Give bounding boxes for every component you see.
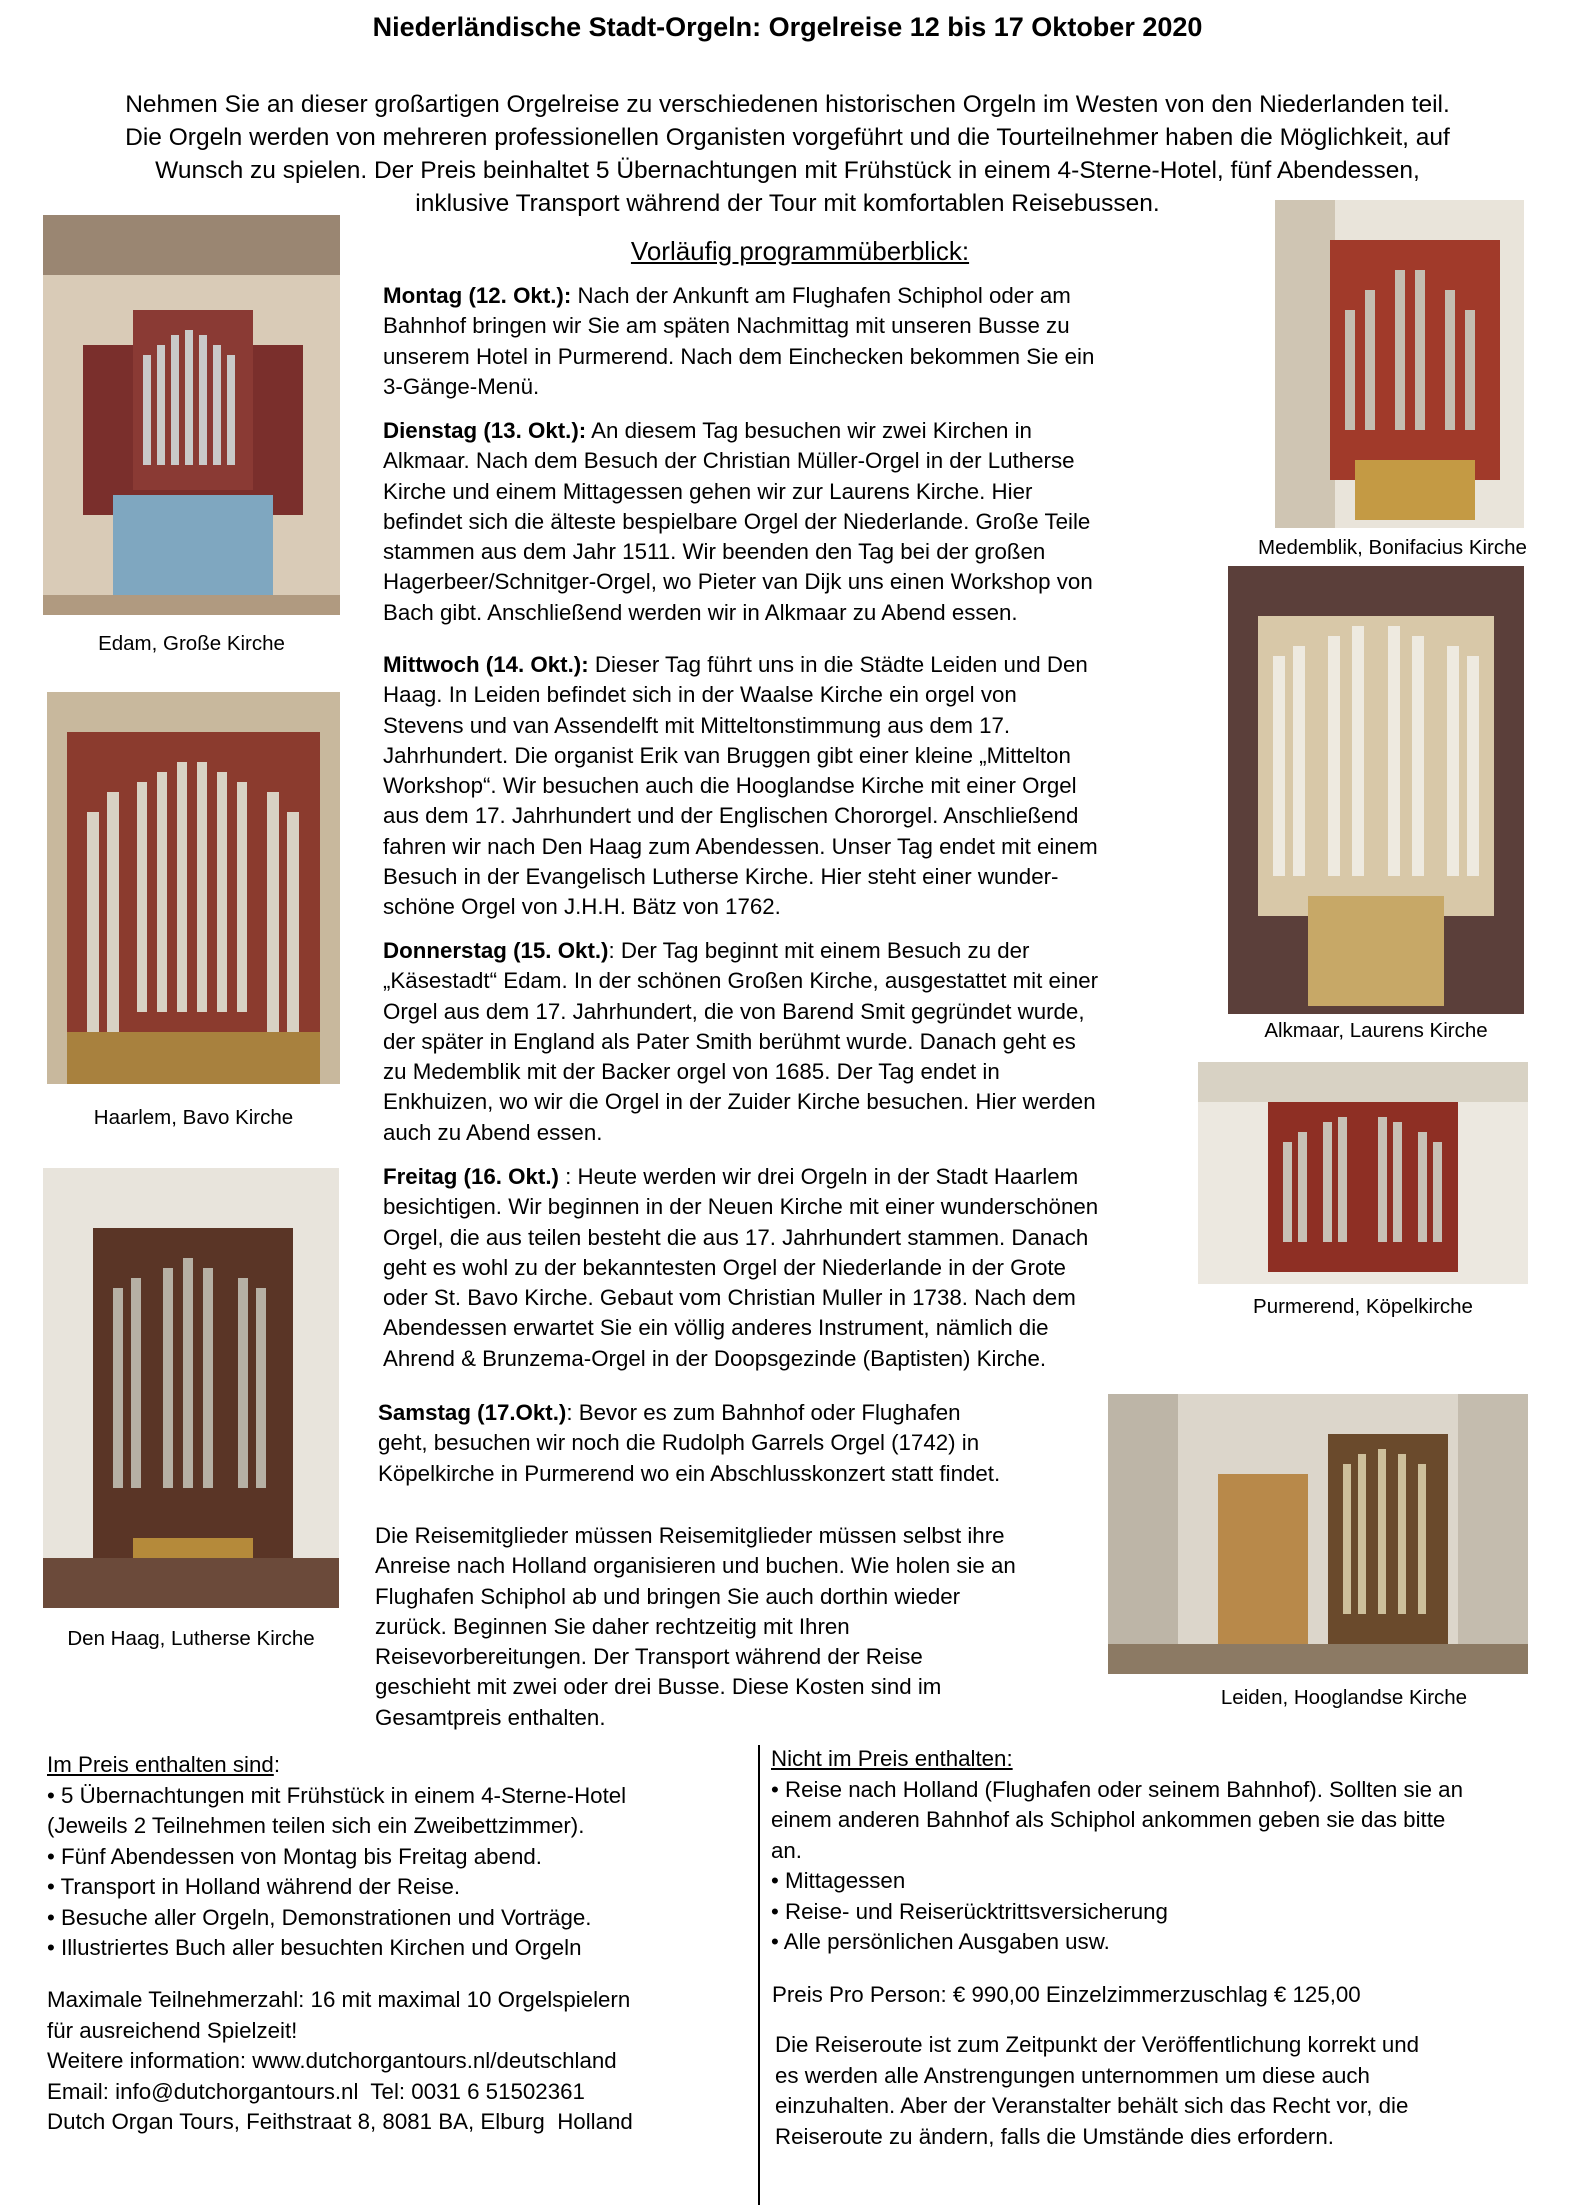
included-item: • Fünf Abendessen von Montag bis Freitag abend.: [47, 1843, 542, 1869]
intro-line: Die Orgeln werden von mehreren professionellen Organisten vorgeführt und die Tourteilnehmer haben die Möglichkeit, auf: [125, 124, 1450, 151]
day-text: fahren wir nach Den Haag zum Abendessen. Unser Tag endet mit einem: [383, 833, 1098, 859]
travel-note-line: Die Reisemitglieder müssen Reisemitglieder müssen selbst ihre: [375, 1523, 1005, 1548]
included-section: [47, 1750, 747, 1964]
included-heading-colon: :: [273, 1752, 281, 1777]
day-saturday: [378, 1398, 1098, 1489]
intro-line: Nehmen Sie an dieser großartigen Orgelreise zu verschiedenen historischen Orgeln im Westen von den Niederlanden teil.: [125, 91, 1450, 118]
day-text: aus dem 17. Jahrhundert und der Englischen Chororgel. Anschließend: [383, 803, 1079, 829]
day-text: unserem Hotel in Purmerend. Nach dem Einchecken bekommen Sie ein: [383, 343, 1095, 369]
photo-caption-haarlem: Haarlem, Bavo Kirche: [93, 1106, 294, 1129]
contact-section: [47, 1985, 747, 2138]
contact-line: für ausreichend Spielzeit!: [47, 2017, 298, 2043]
not-included-section: [771, 1744, 1561, 1958]
day-text: Orgel, die aus teilen besteht die aus 17. Jahrhundert stammen. Danach: [383, 1224, 1089, 1250]
day-text: Alkmaar. Nach dem Besuch der Christian Müller-Orgel in der Lutherse: [383, 448, 1075, 474]
day-text: besichtigen. Wir beginnen in der Neuen Kirche mit einer wunderschönen: [383, 1194, 1099, 1220]
travel-note-line: zurück. Beginnen Sie daher rechtzeitig mit Ihren: [375, 1613, 850, 1639]
travel-note-line: Flughafen Schiphol ab und bringen Sie auch dorthin wieder: [375, 1583, 961, 1609]
not-included-item: • Reise nach Holland (Flughafen oder seinem Bahnhof). Sollten sie an: [771, 1776, 1463, 1802]
day-text: Dieser Tag führt uns in die Städte Leiden und Den: [588, 652, 1088, 677]
not-included-item: • Mittagessen: [771, 1868, 906, 1893]
day-text: zu Medemblik mit der Backer orgel von 1685. Der Tag endet in: [383, 1059, 1000, 1085]
column-divider: [758, 1745, 760, 2205]
not-included-item: • Reise- und Reiserücktrittsversicherung: [771, 1898, 1168, 1924]
medemblik-organ-photo: [1275, 200, 1524, 528]
day-label: Montag (12. Okt.):: [383, 283, 572, 308]
day-text: „Käsestadt“ Edam. In der schönen Großen Kirche, ausgestattet mit einer: [383, 968, 1099, 994]
day-text: 3-Gänge-Menü.: [383, 373, 540, 399]
day-monday: [383, 281, 1213, 402]
travel-note-line: Anreise nach Holland organisieren und buchen. Wie holen sie an: [375, 1553, 1016, 1579]
day-text: geht, besuchen wir noch die Rudolph Garrels Orgel (1742) in: [378, 1430, 980, 1456]
day-tuesday: [383, 416, 1213, 628]
day-text: der später in England als Pater Smith berühmt wurde. Danach geht es: [383, 1028, 1076, 1054]
day-text: Abendessen erwartet Sie ein völlig anderes Instrument, nämlich die: [383, 1315, 1049, 1341]
travel-note: [375, 1521, 1105, 1733]
day-text: stammen aus dem Jahr 1511. Wir beenden den Tag bei der großen: [383, 539, 1046, 565]
day-text: Jahrhundert. Die organist Erik van Bruggen gibt einer kleine „Mittelton: [383, 742, 1071, 768]
organ-photo-icon: [47, 692, 340, 1084]
day-label: Freitag (16. Okt.): [383, 1164, 559, 1189]
day-text: geht es wohl zu der bekanntesten Orgel der Niederlande in der Grote: [383, 1254, 1066, 1280]
intro-line: Wunsch zu spielen. Der Preis beinhaltet 5 Übernachtungen mit Frühstück in einem 4-Sterne-Hotel, fünf Abendessen,: [155, 157, 1420, 184]
day-text: Workshop“. Wir besuchen auch die Hooglandse Kirche mit einer Orgel: [383, 773, 1077, 799]
church-interior-photo-icon: [1108, 1394, 1528, 1674]
travel-note-line: geschieht mit zwei oder drei Busse. Diese Kosten sind im: [375, 1674, 942, 1700]
day-label: Mittwoch (14. Okt.):: [383, 652, 589, 677]
organ-photo-icon: [1275, 200, 1524, 528]
day-text: schöne Orgel von J.H.H. Bätz von 1762.: [383, 894, 781, 920]
photo-caption-leiden: Leiden, Hooglandse Kirche: [1220, 1686, 1468, 1709]
photo-caption-den-haag: Den Haag, Lutherse Kirche: [67, 1627, 315, 1650]
day-friday: [383, 1162, 1213, 1374]
day-text: Bach gibt. Anschließend werden wir in Alkmaar zu Abend essen.: [383, 599, 1018, 625]
day-text: Nach der Ankunft am Flughafen Schiphol oder am: [571, 283, 1071, 308]
leiden-church-photo: [1108, 1394, 1528, 1674]
contact-website[interactable]: Weitere information: www.dutchorgantours.nl/deutschland: [47, 2048, 617, 2073]
day-text: befindet sich die älteste bespielbare Orgel der Niederlande. Große Teile: [383, 508, 1091, 534]
day-text: Köpelkirche in Purmerend wo ein Abschlusskonzert statt findet.: [378, 1460, 1001, 1486]
day-text: auch zu Abend essen.: [383, 1119, 603, 1145]
day-text: Bahnhof bringen wir Sie am späten Nachmittag mit unseren Busse zu: [383, 313, 1070, 339]
day-text: oder St. Bavo Kirche. Gebaut vom Christian Muller in 1738. Nach dem: [383, 1285, 1076, 1311]
day-text: : Bevor es zum Bahnhof oder Flughafen: [566, 1400, 961, 1425]
day-label: Donnerstag (15. Okt.): [383, 938, 609, 963]
purmerend-organ-photo: [1198, 1062, 1528, 1284]
organ-photo-icon: [43, 1168, 339, 1608]
contact-address: Dutch Organ Tours, Feithstraat 8, 8081 BA, Elburg Holland: [47, 2109, 633, 2134]
not-included-item: • Alle persönlichen Ausgaben usw.: [771, 1929, 1110, 1954]
travel-note-line: Gesamtpreis enthalten.: [375, 1704, 606, 1730]
intro-line: inklusive Transport während der Tour mit komfortablen Reisebussen.: [415, 190, 1160, 217]
day-text: Besuch in der Evangelisch Lutherse Kirche. Hier steht einer wunder-: [383, 864, 1059, 890]
day-text: : Der Tag beginnt mit einem Besuch zu der: [608, 938, 1030, 963]
not-included-item: einem anderen Bahnhof als Schiphol ankommen geben sie das bitte: [771, 1807, 1446, 1832]
alkmaar-organ-photo: [1228, 566, 1524, 1014]
contact-email-phone[interactable]: Email: info@dutchorgantours.nl Tel: 0031 6 51502361: [47, 2078, 585, 2104]
included-heading: Im Preis enthalten sind: [47, 1752, 274, 1777]
organ-photo-icon: [1198, 1062, 1528, 1284]
day-text: Orgel aus dem 17. Jahrhundert, die von Barend Smit gegründet wurde,: [383, 998, 1085, 1024]
disclaimer-line: es werden alle Anstrengungen unternommen um diese auch: [775, 2062, 1370, 2088]
travel-note-line: Reisevorbereitungen. Der Transport während der Reise: [375, 1644, 923, 1670]
day-text: Enkhuizen, wo wir die Orgel in der Zuider Kirche besuchen. Hier werden: [383, 1089, 1096, 1115]
day-text: Kirche und einem Mittagessen gehen wir zur Laurens Kirche. Hier: [383, 478, 1033, 504]
day-text: Ahrend & Brunzema-Orgel in der Doopsgezinde (Baptisten) Kirche.: [383, 1345, 1047, 1371]
not-included-item: an.: [771, 1837, 802, 1863]
page-title: Niederländische Stadt-Orgeln: Orgelreise 12 bis 17 Oktober 2020: [372, 12, 1203, 42]
day-label: Samstag (17.Okt.): [378, 1400, 567, 1425]
edam-organ-photo: [43, 215, 340, 615]
day-thursday: [383, 936, 1213, 1148]
included-item: • Besuche aller Orgeln, Demonstrationen und Vorträge.: [47, 1904, 592, 1930]
haarlem-organ-photo: [47, 692, 340, 1084]
included-item: • 5 Übernachtungen mit Frühstück in einem 4-Sterne-Hotel: [47, 1782, 627, 1808]
photo-caption-edam: Edam, Große Kirche: [98, 632, 285, 655]
photo-caption-alkmaar: Alkmaar, Laurens Kirche: [1264, 1019, 1488, 1042]
included-item: • Transport in Holland während der Reise.: [47, 1874, 461, 1899]
organ-photo-icon: [43, 215, 340, 615]
disclaimer-line: Reiseroute zu ändern, falls die Umstände dies erfordern.: [775, 2123, 1334, 2149]
den-haag-organ-photo: [43, 1168, 339, 1608]
disclaimer-line: Die Reiseroute ist zum Zeitpunkt der Veröffentlichung korrekt und: [775, 2032, 1420, 2057]
day-text: An diesem Tag besuchen wir zwei Kirchen in: [586, 418, 1032, 443]
day-text: Hagerbeer/Schnitger-Orgel, wo Pieter van Dijk uns einen Workshop von: [383, 569, 1093, 595]
day-text: Haag. In Leiden befindet sich in der Waalse Kirche ein orgel von: [383, 682, 1017, 708]
not-included-heading: Nicht im Preis enthalten:: [771, 1746, 1013, 1771]
photo-caption-medemblik: Medemblik, Bonifacius Kirche: [1258, 536, 1527, 559]
day-wednesday: [383, 650, 1213, 923]
disclaimer-line: einzuhalten. Aber der Veranstalter behält sich das Recht vor, die: [775, 2093, 1409, 2118]
price-line: Preis Pro Person: € 990,00 Einzelzimmerzuschlag € 125,00: [772, 1982, 1361, 2007]
program-heading: Vorläufig programmüberblick:: [630, 236, 970, 266]
day-label: Dienstag (13. Okt.):: [383, 418, 587, 443]
organ-photo-icon: [1228, 566, 1524, 1014]
included-item: (Jeweils 2 Teilnehmen teilen sich ein Zweibettzimmer).: [47, 1813, 585, 1838]
photo-caption-purmerend: Purmerend, Köpelkirche: [1253, 1295, 1473, 1318]
day-text: : Heute werden wir drei Orgeln in der Stadt Haarlem: [558, 1164, 1079, 1189]
disclaimer: [775, 2030, 1565, 2152]
day-text: Stevens und van Assendelft mit Mitteltonstimmung aus dem 17.: [383, 712, 1011, 738]
included-item: • Illustriertes Buch aller besuchten Kirchen und Orgeln: [47, 1935, 582, 1960]
contact-line: Maximale Teilnehmerzahl: 16 mit maximal 10 Orgelspielern: [47, 1987, 631, 2012]
